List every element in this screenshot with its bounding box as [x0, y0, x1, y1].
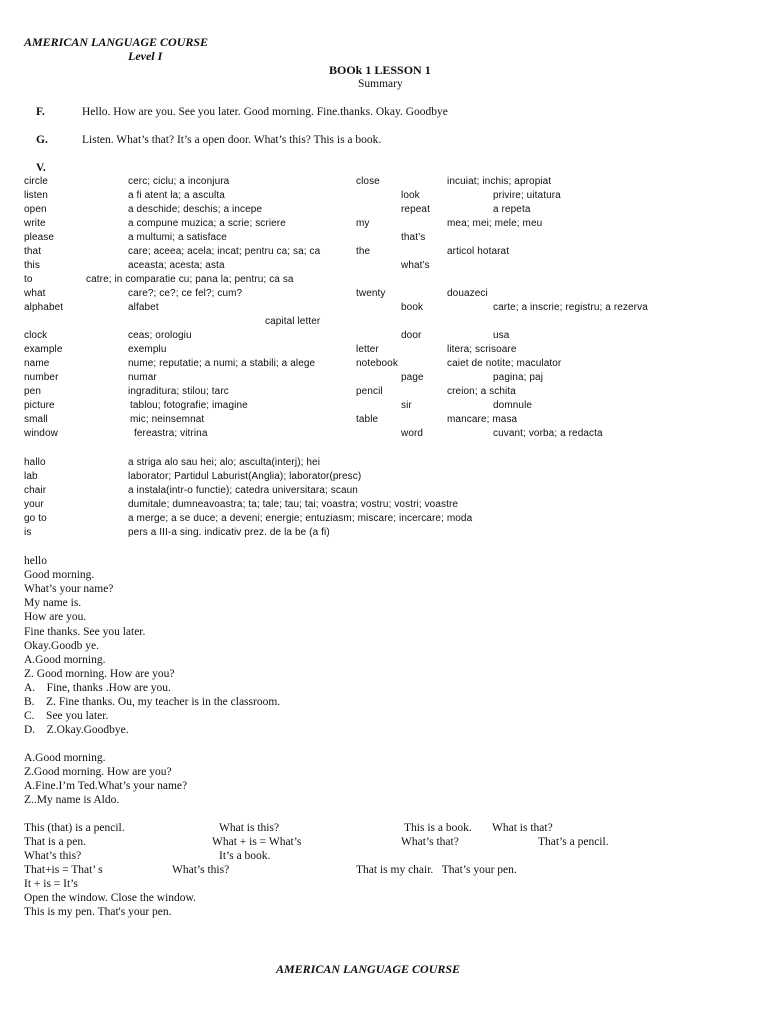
dialogue-line: Z.Good morning. How are you?	[24, 766, 172, 778]
vocab-definition: a instala(intr-o functie); catedra universitara; scaun	[128, 485, 358, 496]
vocab-definition: tablou; fotografie; imagine	[130, 400, 248, 411]
lesson-title: BOOk 1 LESSON 1	[329, 63, 431, 77]
vocab-definition: articol hotarat	[447, 246, 510, 257]
dialogue-line: My name is.	[24, 597, 82, 609]
vocab-word: book	[401, 302, 424, 313]
vocab-word: window	[24, 428, 58, 439]
section-f-text: Hello. How are you. See you later. Good morning. Fine.thanks. Okay. Goodbye	[82, 106, 448, 118]
vocab-definition: capital letter	[265, 316, 321, 327]
vocab-word: what’s	[401, 260, 430, 271]
course-title: AMERICAN LANGUAGE COURSE	[24, 35, 209, 49]
vocab-definition: a merge; a se duce; a deveni; energie; entuziasm; miscare; incercare; moda	[128, 513, 473, 524]
vocab-definition: a fi atent la; a asculta	[128, 190, 225, 201]
grammar-text: What’s that?	[401, 836, 459, 848]
vocab-word: open	[24, 204, 47, 215]
vocab-word: please	[24, 232, 55, 243]
level-label: Level I	[128, 49, 163, 63]
vocab-definition: laborator; Partidul Laburist(Anglia); laborator(presc)	[128, 471, 362, 482]
summary-subtitle: Summary	[358, 78, 403, 90]
vocab-definition: fereastra; vitrina	[134, 428, 208, 439]
vocab-word: my	[356, 218, 370, 229]
grammar-text: This is my pen. That's your pen.	[24, 906, 172, 918]
vocab-definition: exemplu	[128, 344, 167, 355]
vocab-word: example	[24, 344, 63, 355]
vocab-definition: a deschide; deschis; a incepe	[128, 204, 263, 215]
dialogue-line: Z. Good morning. How are you?	[24, 668, 175, 680]
dialogue-line: C. See you later.	[24, 710, 109, 722]
dialogue-line: How are you.	[24, 611, 87, 623]
dialogue-line: A.Good morning.	[24, 752, 106, 764]
vocab-definition: cerc; ciclu; a inconjura	[128, 176, 230, 187]
vocab-definition: a compune muzica; a scrie; scriere	[128, 218, 286, 229]
grammar-text: This (that) is a pencil.	[24, 822, 125, 834]
vocab-word: number	[24, 372, 59, 383]
vocab-definition: a repeta	[493, 204, 531, 215]
dialogue-line: A. Fine, thanks .How are you.	[24, 682, 171, 694]
vocab-definition: ingraditura; stilou; tarc	[128, 386, 229, 397]
vocab-word: pen	[24, 386, 41, 397]
section-f-label: F.	[36, 106, 45, 118]
vocab-word: listen	[24, 190, 48, 201]
vocab-definition: ceas; orologiu	[128, 330, 192, 341]
grammar-text: Open the window. Close the window.	[24, 892, 196, 904]
vocab-definition: catre; in comparatie cu; pana la; pentru; ca sa	[86, 274, 294, 285]
grammar-text: That’s a pencil.	[538, 836, 609, 848]
grammar-text: It’s a book.	[219, 850, 271, 862]
vocab-word: picture	[24, 400, 55, 411]
grammar-text: It + is = It’s	[24, 878, 78, 890]
dialogue-line: What’s your name?	[24, 583, 114, 595]
vocab-definition: litera; scrisoare	[447, 344, 517, 355]
vocab-definition: mancare; masa	[447, 414, 518, 425]
vocab-definition: carte; a inscrie; registru; a rezerva	[493, 302, 648, 313]
vocab-word: letter	[356, 344, 379, 355]
vocab-word: the	[356, 246, 371, 257]
vocab-word: hallo	[24, 457, 46, 468]
vocab-definition: numar	[128, 372, 157, 383]
grammar-text: What + is = What’s	[212, 836, 302, 848]
dialogue-line: Good morning.	[24, 569, 95, 581]
vocab-word: small	[24, 414, 48, 425]
vocab-word: your	[24, 499, 44, 510]
vocab-word: sir	[401, 400, 412, 411]
vocab-word: twenty	[356, 288, 386, 299]
vocab-word: alphabet	[24, 302, 64, 313]
vocab-definition: a striga alo sau hei; alo; asculta(interj); hei	[128, 457, 321, 468]
section-g-text: Listen. What’s that? It’s a open door. What’s this? This is a book.	[82, 134, 382, 146]
footer-title: AMERICAN LANGUAGE COURSE	[276, 962, 461, 976]
vocab-word: lab	[24, 471, 38, 482]
vocab-definition: alfabet	[128, 302, 159, 313]
dialogue-line: A.Fine.I’m Ted.What’s your name?	[24, 780, 188, 792]
vocab-word: to	[24, 274, 33, 285]
section-g-label: G.	[36, 134, 48, 146]
vocab-word: that	[24, 246, 42, 257]
vocab-word: door	[401, 330, 422, 341]
dialogue-line: B. Z. Fine thanks. Ou, my teacher is in the classroom.	[24, 696, 281, 708]
vocab-word: this	[24, 260, 40, 271]
vocab-definition: incuiat; inchis; apropiat	[447, 176, 552, 187]
grammar-text: What is this?	[219, 822, 280, 834]
vocab-definition: pagina; paj	[493, 372, 544, 383]
vocab-word: is	[24, 527, 32, 538]
grammar-text: That is my chair. That’s your pen.	[356, 864, 517, 876]
vocab-word: that’s	[401, 232, 426, 243]
vocab-word: repeat	[401, 204, 430, 215]
grammar-text: What’s this?	[172, 864, 230, 876]
vocab-word: pencil	[356, 386, 383, 397]
vocab-definition: creion; a schita	[447, 386, 516, 397]
vocab-word: page	[401, 372, 424, 383]
vocab-word: write	[24, 218, 46, 229]
vocab-definition: care; aceea; acela; incat; pentru ca; sa; ca	[128, 246, 321, 257]
vocab-definition: aceasta; acesta; asta	[128, 260, 225, 271]
vocab-word: clock	[24, 330, 48, 341]
dialogue-line: A.Good morning.	[24, 654, 106, 666]
vocab-definition: mea; mei; mele; meu	[447, 218, 543, 229]
section-v-label: V.	[36, 162, 46, 174]
vocab-definition: a multumi; a satisface	[128, 232, 227, 243]
vocab-definition: domnule	[493, 400, 533, 411]
vocab-definition: care?; ce?; ce fel?; cum?	[128, 288, 243, 299]
vocab-word: circle	[24, 176, 48, 187]
vocab-definition: nume; reputatie; a numi; a stabili; a alege	[128, 358, 316, 369]
vocab-definition: privire; uitatura	[493, 190, 561, 201]
grammar-text: What is that?	[492, 822, 553, 834]
grammar-text: This is a book.	[404, 822, 472, 834]
vocab-definition: douazeci	[447, 288, 488, 299]
vocab-definition: pers a III-a sing. indicativ prez. de la be (a fi)	[128, 527, 330, 538]
dialogue-line: D. Z.Okay.Goodbye.	[24, 724, 129, 736]
vocab-definition: dumitale; dumneavoastra; ta; tale; tau; tai; voastra; vostru; vostri; voastre	[128, 499, 459, 510]
vocab-word: name	[24, 358, 50, 369]
dialogue-line: Z..My name is Aldo.	[24, 794, 120, 806]
vocab-word: notebook	[356, 358, 398, 369]
vocab-word: table	[356, 414, 379, 425]
vocab-word: look	[401, 190, 420, 201]
grammar-text: That+is = That’ s	[24, 864, 103, 876]
vocab-definition: mic; neinsemnat	[130, 414, 205, 425]
vocab-word: chair	[24, 485, 47, 496]
vocab-word: go to	[24, 513, 47, 524]
grammar-text: That is a pen.	[24, 836, 86, 848]
vocab-definition: caiet de notite; maculator	[447, 358, 562, 369]
vocab-definition: cuvant; vorba; a redacta	[493, 428, 603, 439]
vocab-definition: usa	[493, 330, 510, 341]
vocab-word: what	[24, 288, 46, 299]
dialogue-line: Okay.Goodb ye.	[24, 640, 99, 652]
dialogue-line: Fine thanks. See you later.	[24, 626, 146, 638]
vocab-word: word	[401, 428, 424, 439]
vocab-word: close	[356, 176, 380, 187]
grammar-text: What’s this?	[24, 850, 82, 862]
dialogue-line: hello	[24, 555, 47, 567]
